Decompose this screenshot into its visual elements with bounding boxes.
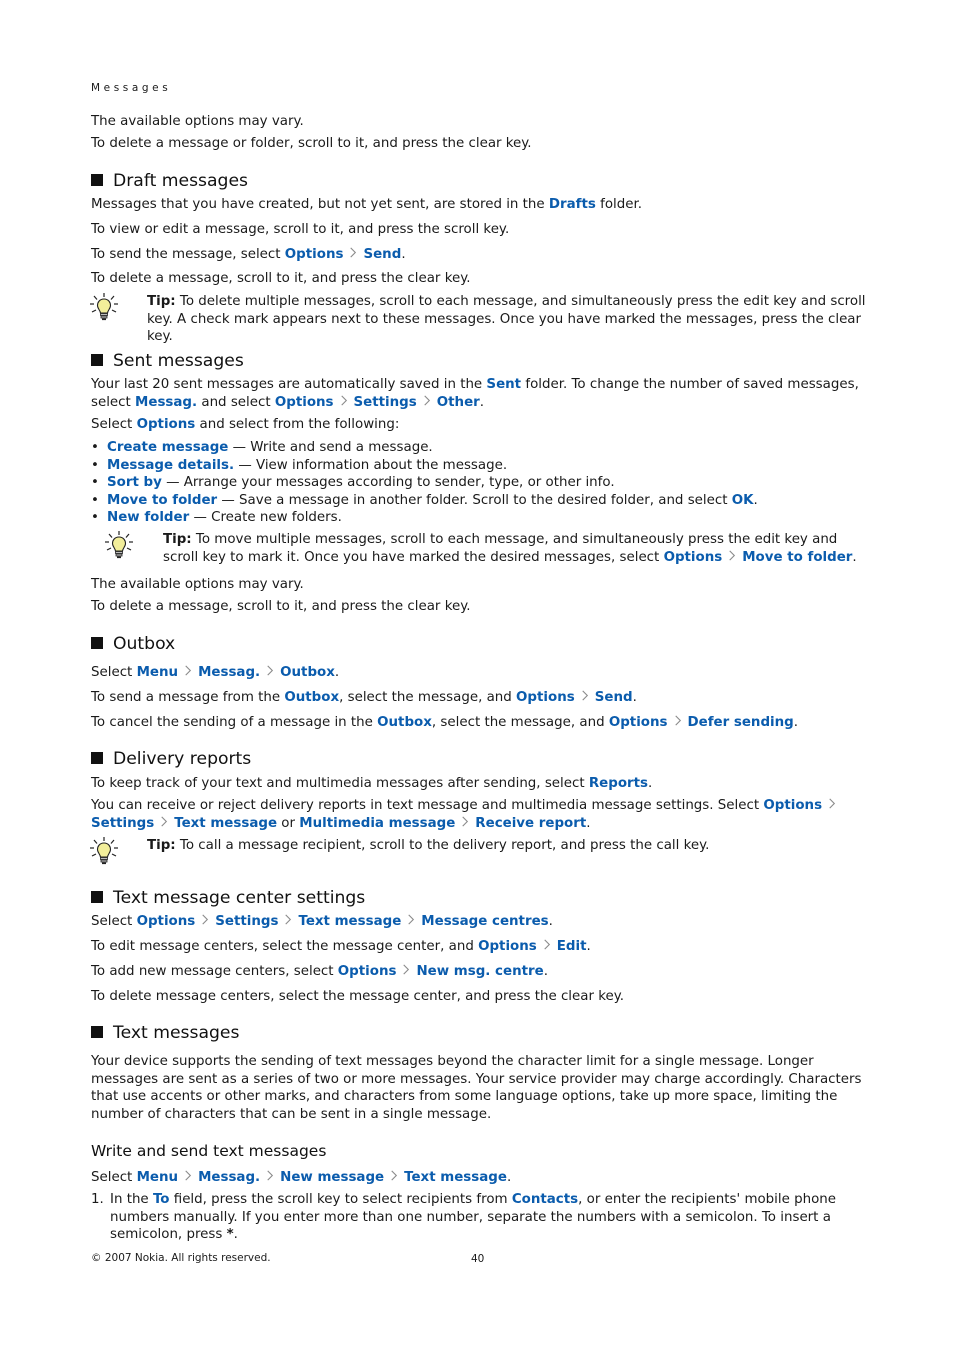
link-options[interactable]: Options — [274, 394, 334, 410]
link-contacts[interactable]: Contacts — [511, 1192, 579, 1207]
paragraph: To add new message centers, select Options New msg. centre. — [91, 964, 548, 979]
link-new-msg-centre[interactable]: New msg. centre — [416, 964, 544, 979]
chevron-right-icon — [260, 664, 280, 682]
paragraph: Your last 20 sent messages are automatically saved in the Sent folder. To change the number of saved messages, select Messag. and select Options Settings Other. — [91, 377, 859, 410]
key-star: * — [226, 1227, 234, 1242]
link-messag[interactable]: Messag. — [198, 665, 261, 680]
paragraph: Select Options Settings Text message Message centres. — [91, 914, 553, 929]
running-header: Messages — [91, 82, 172, 94]
section-heading-smsc: Text message center settings — [91, 888, 866, 908]
link-options[interactable]: Options — [284, 247, 344, 262]
list-item: • Sort by — Arrange your messages according to sender, type, or other info. — [91, 474, 866, 492]
page-number: 40 — [471, 1253, 485, 1265]
link-message-centres[interactable]: Message centres — [421, 914, 549, 929]
chevron-right-icon — [334, 394, 354, 412]
list-item: • Message details. — View information about the message. — [91, 457, 866, 475]
paragraph: To cancel the sending of a message in the Outbox, select the message, and Options Defer sending. — [91, 715, 799, 730]
link-send[interactable]: Send — [594, 690, 633, 705]
heading-square-icon — [91, 637, 103, 649]
section-heading-text-messages: Text messages — [91, 1023, 866, 1043]
chevron-right-icon — [401, 913, 421, 931]
lightbulb-icon — [89, 292, 119, 322]
tip-paragraph: Tip: To delete multiple messages, scroll to each message, and simultaneously press the edit key and scroll key. A check mark appears next to these messages. Once you have marked the messages, press the clear key. — [147, 294, 866, 344]
link-options[interactable]: Options — [337, 964, 397, 979]
chevron-right-icon — [260, 1169, 280, 1187]
link-edit[interactable]: Edit — [556, 939, 587, 954]
paragraph: The available options may vary. — [91, 114, 304, 129]
link-settings[interactable]: Settings — [215, 914, 279, 929]
chevron-right-icon — [178, 664, 198, 682]
chevron-right-icon — [384, 1169, 404, 1187]
chevron-right-icon — [195, 913, 215, 931]
footer-copyright: © 2007 Nokia. All rights reserved. — [91, 1252, 271, 1264]
heading-square-icon — [91, 752, 103, 764]
paragraph: To delete message centers, select the message center, and press the clear key. — [91, 989, 625, 1004]
link-multimedia-message[interactable]: Multimedia message — [299, 815, 456, 831]
paragraph: Select Menu Messag. New message Text message. — [91, 1170, 512, 1185]
paragraph: To keep track of your text and multimedia messages after sending, select Reports. — [91, 776, 653, 791]
link-to[interactable]: To — [152, 1192, 170, 1207]
link-options[interactable]: Options — [663, 549, 723, 565]
link-receive-report[interactable]: Receive report — [475, 815, 587, 831]
heading-square-icon — [91, 354, 103, 366]
tip-paragraph: Tip: To move multiple messages, scroll to each message, and simultaneously press the edit key and scroll key to mark it. Once you have marked the desired messages, select Options Move to folder. — [163, 532, 857, 565]
link-outbox[interactable]: Outbox — [284, 690, 340, 705]
chevron-right-icon — [575, 689, 595, 707]
link-outbox[interactable]: Outbox — [377, 715, 432, 730]
link-options[interactable]: Options — [136, 914, 196, 929]
link-message-details[interactable]: Message details. — [107, 457, 235, 473]
list-item: • Create message — Write and send a message. — [91, 439, 866, 457]
section-heading-delivery: Delivery reports — [91, 749, 866, 769]
link-menu[interactable]: Menu — [136, 665, 179, 680]
chevron-right-icon — [278, 913, 298, 931]
heading-square-icon — [91, 1026, 103, 1038]
paragraph: To send the message, select Options Send. — [91, 247, 406, 262]
paragraph: The available options may vary. — [91, 577, 304, 592]
lightbulb-icon — [104, 530, 134, 560]
list-item: 1. In the To field, press the scroll key to select recipients from Contacts, or enter the recipients' mobile phone numbers manually. If you enter more than one number, separate the numbers with a semicolon. To insert a semicolon, press *. — [91, 1192, 837, 1242]
link-settings[interactable]: Settings — [353, 394, 417, 410]
link-options[interactable]: Options — [608, 715, 668, 730]
link-sort-by[interactable]: Sort by — [107, 475, 162, 490]
link-move-to-folder[interactable]: Move to folder — [107, 492, 218, 508]
chevron-right-icon — [537, 938, 557, 956]
steps-list — [91, 1191, 866, 1244]
link-reports[interactable]: Reports — [588, 776, 649, 791]
list-item: • New folder — Create new folders. — [91, 509, 866, 527]
paragraph: Your device supports the sending of text messages beyond the character limit for a single message. Longer messages are sent as a series of two or more messages. Your service provider may charge accordingly. Characters that use accents or other marks, and characters from some language options, take up more space, limiting the number of characters that can be sent in a single message. — [91, 1054, 862, 1122]
link-options[interactable]: Options — [478, 939, 537, 954]
link-settings[interactable]: Settings — [91, 815, 155, 831]
link-text-message[interactable]: Text message — [174, 815, 278, 831]
link-messag[interactable]: Messag. — [135, 394, 198, 410]
chevron-right-icon — [154, 815, 174, 833]
chevron-right-icon — [343, 246, 363, 264]
link-menu[interactable]: Menu — [136, 1170, 179, 1185]
chevron-right-icon — [722, 549, 742, 567]
link-create-message[interactable]: Create message — [107, 440, 229, 455]
link-text-message[interactable]: Text message — [404, 1170, 507, 1185]
link-sent[interactable]: Sent — [486, 377, 522, 392]
link-messag[interactable]: Messag. — [198, 1170, 261, 1185]
link-move-to-folder[interactable]: Move to folder — [742, 549, 853, 565]
link-options[interactable]: Options — [136, 417, 196, 432]
link-send[interactable]: Send — [363, 247, 402, 262]
subsection-heading: Write and send text messages — [91, 1142, 327, 1160]
link-options[interactable]: Options — [516, 690, 575, 705]
list-item: • Move to folder — Save a message in another folder. Scroll to the desired folder, and select OK. — [91, 492, 866, 510]
chevron-right-icon — [455, 815, 475, 833]
link-drafts[interactable]: Drafts — [548, 197, 596, 212]
link-defer-sending[interactable]: Defer sending — [687, 715, 794, 730]
section-heading-sent: Sent messages — [91, 351, 866, 371]
section-heading-draft: Draft messages — [91, 171, 866, 191]
paragraph: Select Options and select from the following: — [91, 417, 400, 432]
paragraph: You can receive or reject delivery reports in text message and multimedia message settings. Select OptionsSettings Text message or Multimedia message Receive report. — [91, 797, 866, 832]
paragraph: To delete a message, scroll to it, and press the clear key. — [91, 271, 471, 286]
link-text-message[interactable]: Text message — [298, 914, 402, 929]
chevron-right-icon — [396, 963, 416, 981]
tip-paragraph: Tip: To call a message recipient, scroll to the delivery report, and press the call key. — [147, 838, 710, 853]
section-heading-outbox: Outbox — [91, 634, 866, 654]
chevron-right-icon — [822, 797, 842, 815]
options-list — [91, 439, 866, 527]
lightbulb-icon — [89, 836, 119, 866]
paragraph: To delete a message or folder, scroll to it, and press the clear key. — [91, 136, 532, 151]
paragraph: To view or edit a message, scroll to it, and press the scroll key. — [91, 222, 510, 237]
heading-square-icon — [91, 174, 103, 186]
heading-square-icon — [91, 891, 103, 903]
link-options[interactable]: Options — [763, 798, 823, 813]
link-ok[interactable]: OK — [731, 492, 754, 508]
paragraph: To send a message from the Outbox, select the message, and Options Send. — [91, 690, 637, 705]
paragraph: To delete a message, scroll to it, and press the clear key. — [91, 599, 471, 614]
link-other[interactable]: Other — [436, 394, 480, 410]
link-new-folder[interactable]: New folder — [107, 510, 190, 525]
chevron-right-icon — [668, 714, 688, 732]
link-new-message[interactable]: New message — [280, 1170, 385, 1185]
link-outbox[interactable]: Outbox — [280, 665, 335, 680]
paragraph: To edit message centers, select the message center, and Options Edit. — [91, 939, 591, 954]
paragraph: Select Menu Messag. Outbox. — [91, 665, 340, 680]
chevron-right-icon — [178, 1169, 198, 1187]
paragraph: Messages that you have created, but not yet sent, are stored in the Drafts folder. — [91, 197, 643, 212]
chevron-right-icon — [417, 394, 437, 412]
